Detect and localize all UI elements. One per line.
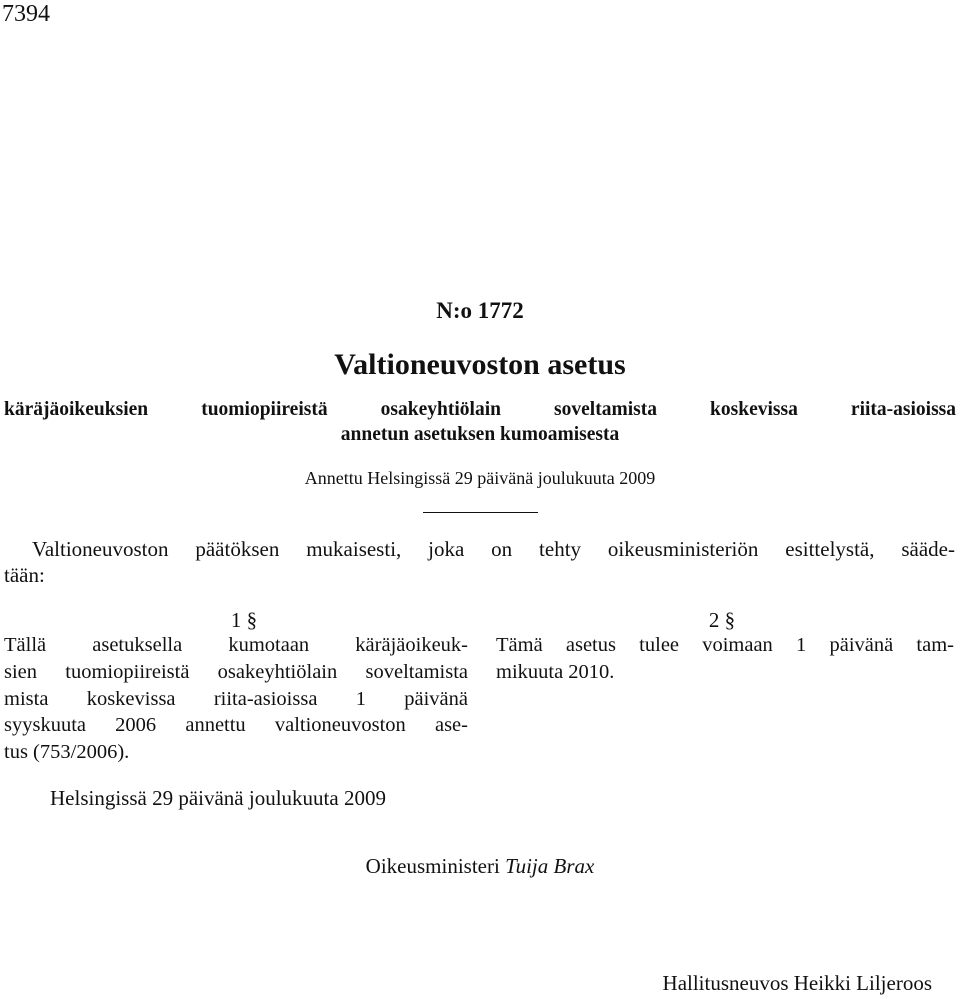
section-1-line-2: sien tuomiopiireistä osakeyhtiölain soveltamista [4,661,468,683]
minister-name: Tuija Brax [505,854,595,878]
section-1-line-1: Tällä asetuksella kumotaan käräjäoikeuk- [4,634,468,656]
section-1-line-3: mista koskevissa riita-asioissa 1 päivänä [4,688,468,710]
section-2-line-2: mikuuta 2010. [496,661,615,683]
page-number: 7394 [2,1,50,27]
decree-number: N:o 1772 [436,298,524,323]
decree-subtitle-line-1: käräjäoikeuksien tuomiopiireistä osakeyhtiölain soveltamista koskevissa riita-asioissa [4,399,956,420]
section-1-heading: 1 § [230,608,258,632]
decree-subtitle-line-2: annetun asetuksen kumoamisesta [340,424,620,445]
section-2-line-1: Tämä asetus tulee voimaan 1 päivänä tam- [496,634,954,656]
minister-title: Oikeusministeri [365,854,500,878]
section-2-heading: 2 § [708,608,736,632]
counsellor-signature: Hallitusneuvos Heikki Liljeroos [662,971,932,995]
decree-title: Valtioneuvoston asetus [334,348,626,381]
section-1-line-5: tus (753/2006). [4,741,130,763]
title-divider [423,512,538,513]
intro-line-2: tään: [4,563,45,587]
intro-line-1: Valtioneuvoston päätöksen mukaisesti, joka on tehty oikeusministeriön esittelystä, sääde- [32,537,955,561]
signing-place-date: Helsingissä 29 päivänä joulukuuta 2009 [50,786,386,810]
section-1-line-4: syyskuuta 2006 annettu valtioneuvoston ase- [4,714,468,736]
issued-date-line: Annettu Helsingissä 29 päivänä joulukuuta 2009 [304,468,656,488]
minister-signature [0,853,960,879]
